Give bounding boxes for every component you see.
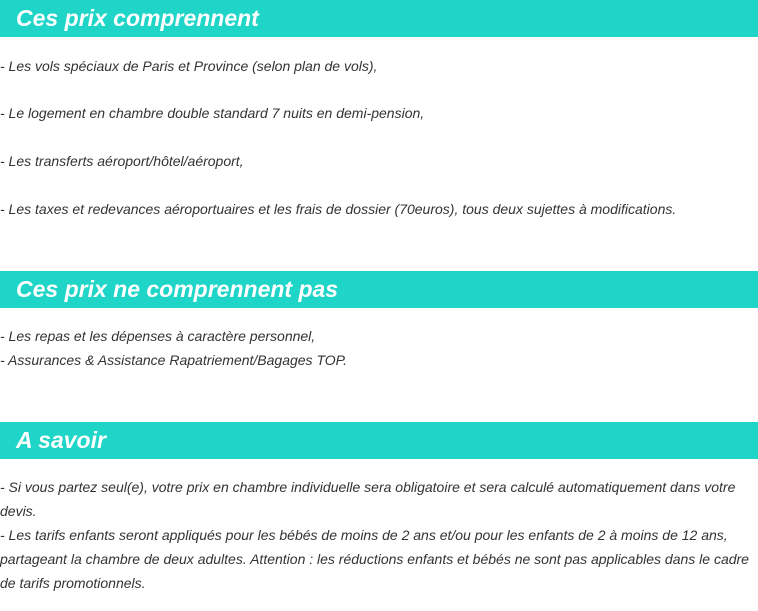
section-header-to-know [0, 422, 758, 459]
not-included-item: - Les repas et les dépenses à caractère personnel, [0, 328, 316, 344]
section-title: Ces prix comprennent [16, 5, 259, 31]
included-item: - Les vols spéciaux de Paris et Province (selon plan de vols), [0, 58, 378, 74]
info-item: - Si vous partez seul(e), votre prix en chambre individuelle sera obligatoire et sera calculé automatiquement dans votre devis. [0, 479, 736, 519]
included-item: - Les transferts aéroport/hôtel/aéroport, [0, 153, 244, 169]
info-item: - Les tarifs enfants seront appliqués pour les bébés de moins de 2 ans et/ou pour les enfants de 2 à moins de 12 ans, partageant la chambre de deux adultes. Attention : les réductions enfants et bébés ne sont pas applicables dans le cadre de tarifs promotionnels. [0, 527, 749, 591]
section-header-included [0, 0, 758, 37]
section-title: A savoir [16, 427, 106, 453]
included-item: - Les taxes et redevances aéroportuaires et les frais de dossier (70euros), tous deux sujettes à modifications. [0, 201, 677, 217]
not-included-item: - Assurances & Assistance Rapatriement/Bagages TOP. [0, 352, 348, 368]
section-header-not-included [0, 271, 758, 308]
section-title: Ces prix ne comprennent pas [16, 276, 339, 302]
included-item: - Le logement en chambre double standard 7 nuits en demi-pension, [0, 105, 425, 121]
